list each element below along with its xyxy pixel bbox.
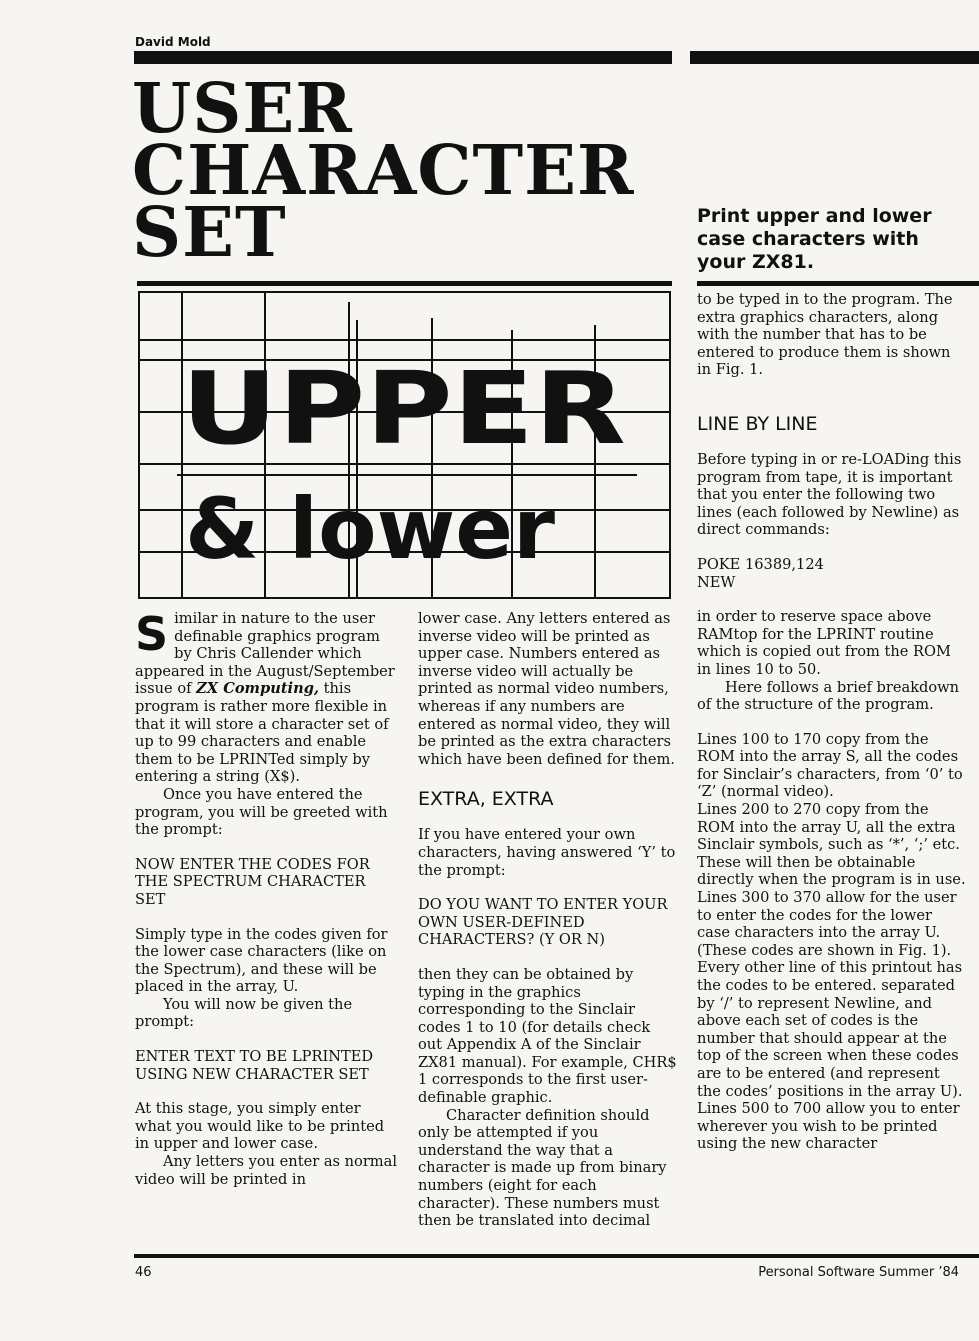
title-line-1: USER [132,69,353,149]
author-name: David Mold [135,35,211,49]
paragraph: lower case. Any letters entered as inverse video will be printed as upper case. Numbers entered as inverse video will actually be printed as normal video numbers, whereas if any numbers are entered as normal video, they will be printed as the extra characters which have been defined for them. [418,610,675,768]
magazine-reference: ZX Computing, [196,680,319,698]
program-prompt: NOW ENTER THE CODES FOR THE SPECTRUM CHARACTER SET [135,855,370,908]
title-line-3: SET [132,193,287,273]
paragraph: Lines 500 to 700 allow you to enter wherever you wish to be printed using the new character [697,1100,960,1153]
article-column-3 [697,291,967,1153]
artwork-lower-text: & lower [185,480,556,578]
paragraph: Here follows a brief breakdown of the structure of the program. [697,678,960,714]
article-title [132,69,635,273]
paragraph: Lines 300 to 370 allow for the user to enter the codes for the lower case characters into the array U. (These codes are shown in Fig. 1). Every other line of this printout has the codes to be entered. separated by ‘/’ to represent Newline, and above each set of codes is the number that should appear at the top of the screen when these codes are to be entered (and represent the codes’ positions in the array U). [697,889,963,1100]
page-number: 46 [135,1265,152,1280]
paragraph: to be typed in to the program. The extra graphics characters, along with the number that has to be entered to produce them is shown in Fig. 1. [697,291,953,379]
section-heading: LINE BY LINE [697,412,818,435]
paragraph: You will now be given the prompt: [135,995,353,1031]
title-underline-rule [137,281,672,286]
paragraph: Character definition should only be attempted if you understand the way that a character is made up from binary numbers (eight for each character). These numbers must then be translated into decimal [418,1106,667,1230]
intro-text-tail: this program is rather more flexible in that it will store a character set of up to 99 characters and enable them to be LPRINTed simply by entering a string (X$). [135,680,389,786]
program-prompt: DO YOU WANT TO ENTER YOUR OWN USER-DEFINED CHARACTERS? (Y OR N) [418,896,668,949]
paragraph: then they can be obtained by typing in the graphics corresponding to the Sinclair codes 1 to 10 (for details check out Appendix A of the Sinclair ZX81 manual). For example, CHR$ 1 corresponds to the first user-definable graphic. [418,965,677,1107]
code-line: POKE 16389,124 [697,555,824,573]
paragraph: If you have entered your own characters, having answered ‘Y’ to the prompt: [418,826,676,879]
subtitle-underline-rule [697,281,979,286]
footer-rule [134,1254,979,1258]
paragraph: Lines 200 to 270 copy from the ROM into the array U, all the extra Sinclair symbols, such as ‘*’, ‘;’ etc. These will then be obtainable directly when the program is in use. [697,801,966,889]
header-bar-left [134,51,672,64]
title-line-2: CHARACTER [132,131,635,211]
code-line: NEW [697,573,736,591]
header-bar-right [690,51,979,64]
paragraph: Any letters you enter as normal video will be printed in [135,1153,398,1188]
paragraph: At this stage, you simply enter what you would like to be printed in upper and lower case. [135,1100,385,1153]
magazine-footer: Personal Software Summer ’84 [758,1265,959,1280]
paragraph: Once you have entered the program, you will be greeted with the prompt: [135,785,388,839]
upper-lower-artwork [137,290,672,600]
paragraph: in order to reserve space above RAMtop for the LPRINT routine which is copied out from the ROM in lines 10 to 50. [697,608,951,678]
article-subtitle: Print upper and lower case characters with your ZX81. [697,205,932,273]
artwork-upper-text: UPPER [181,350,626,467]
paragraph: Lines 100 to 170 copy from the ROM into the array S, all the codes for Sinclair’s characters, from ‘0’ to ‘Z’ (normal video). [697,730,963,801]
section-heading: EXTRA, EXTRA [418,788,554,811]
drop-cap: S [135,607,169,661]
program-prompt: ENTER TEXT TO BE LPRINTED USING NEW CHARACTER SET [135,1048,374,1083]
intro-text: imilar in nature to the user definable graphics program by Chris Callender which appeared in the August/September issue of [135,610,395,698]
paragraph: Simply type in the codes given for the lower case characters (like on the Spectrum), and these will be placed in the array, U. [135,925,388,996]
paragraph: Before typing in or re-LOADing this program from tape, it is important that you enter the following two lines (each followed by Newline) as direct commands: [697,450,962,539]
article-column-2 [418,610,678,1230]
intro-paragraph [135,607,397,786]
article-column-1 [135,607,398,1188]
